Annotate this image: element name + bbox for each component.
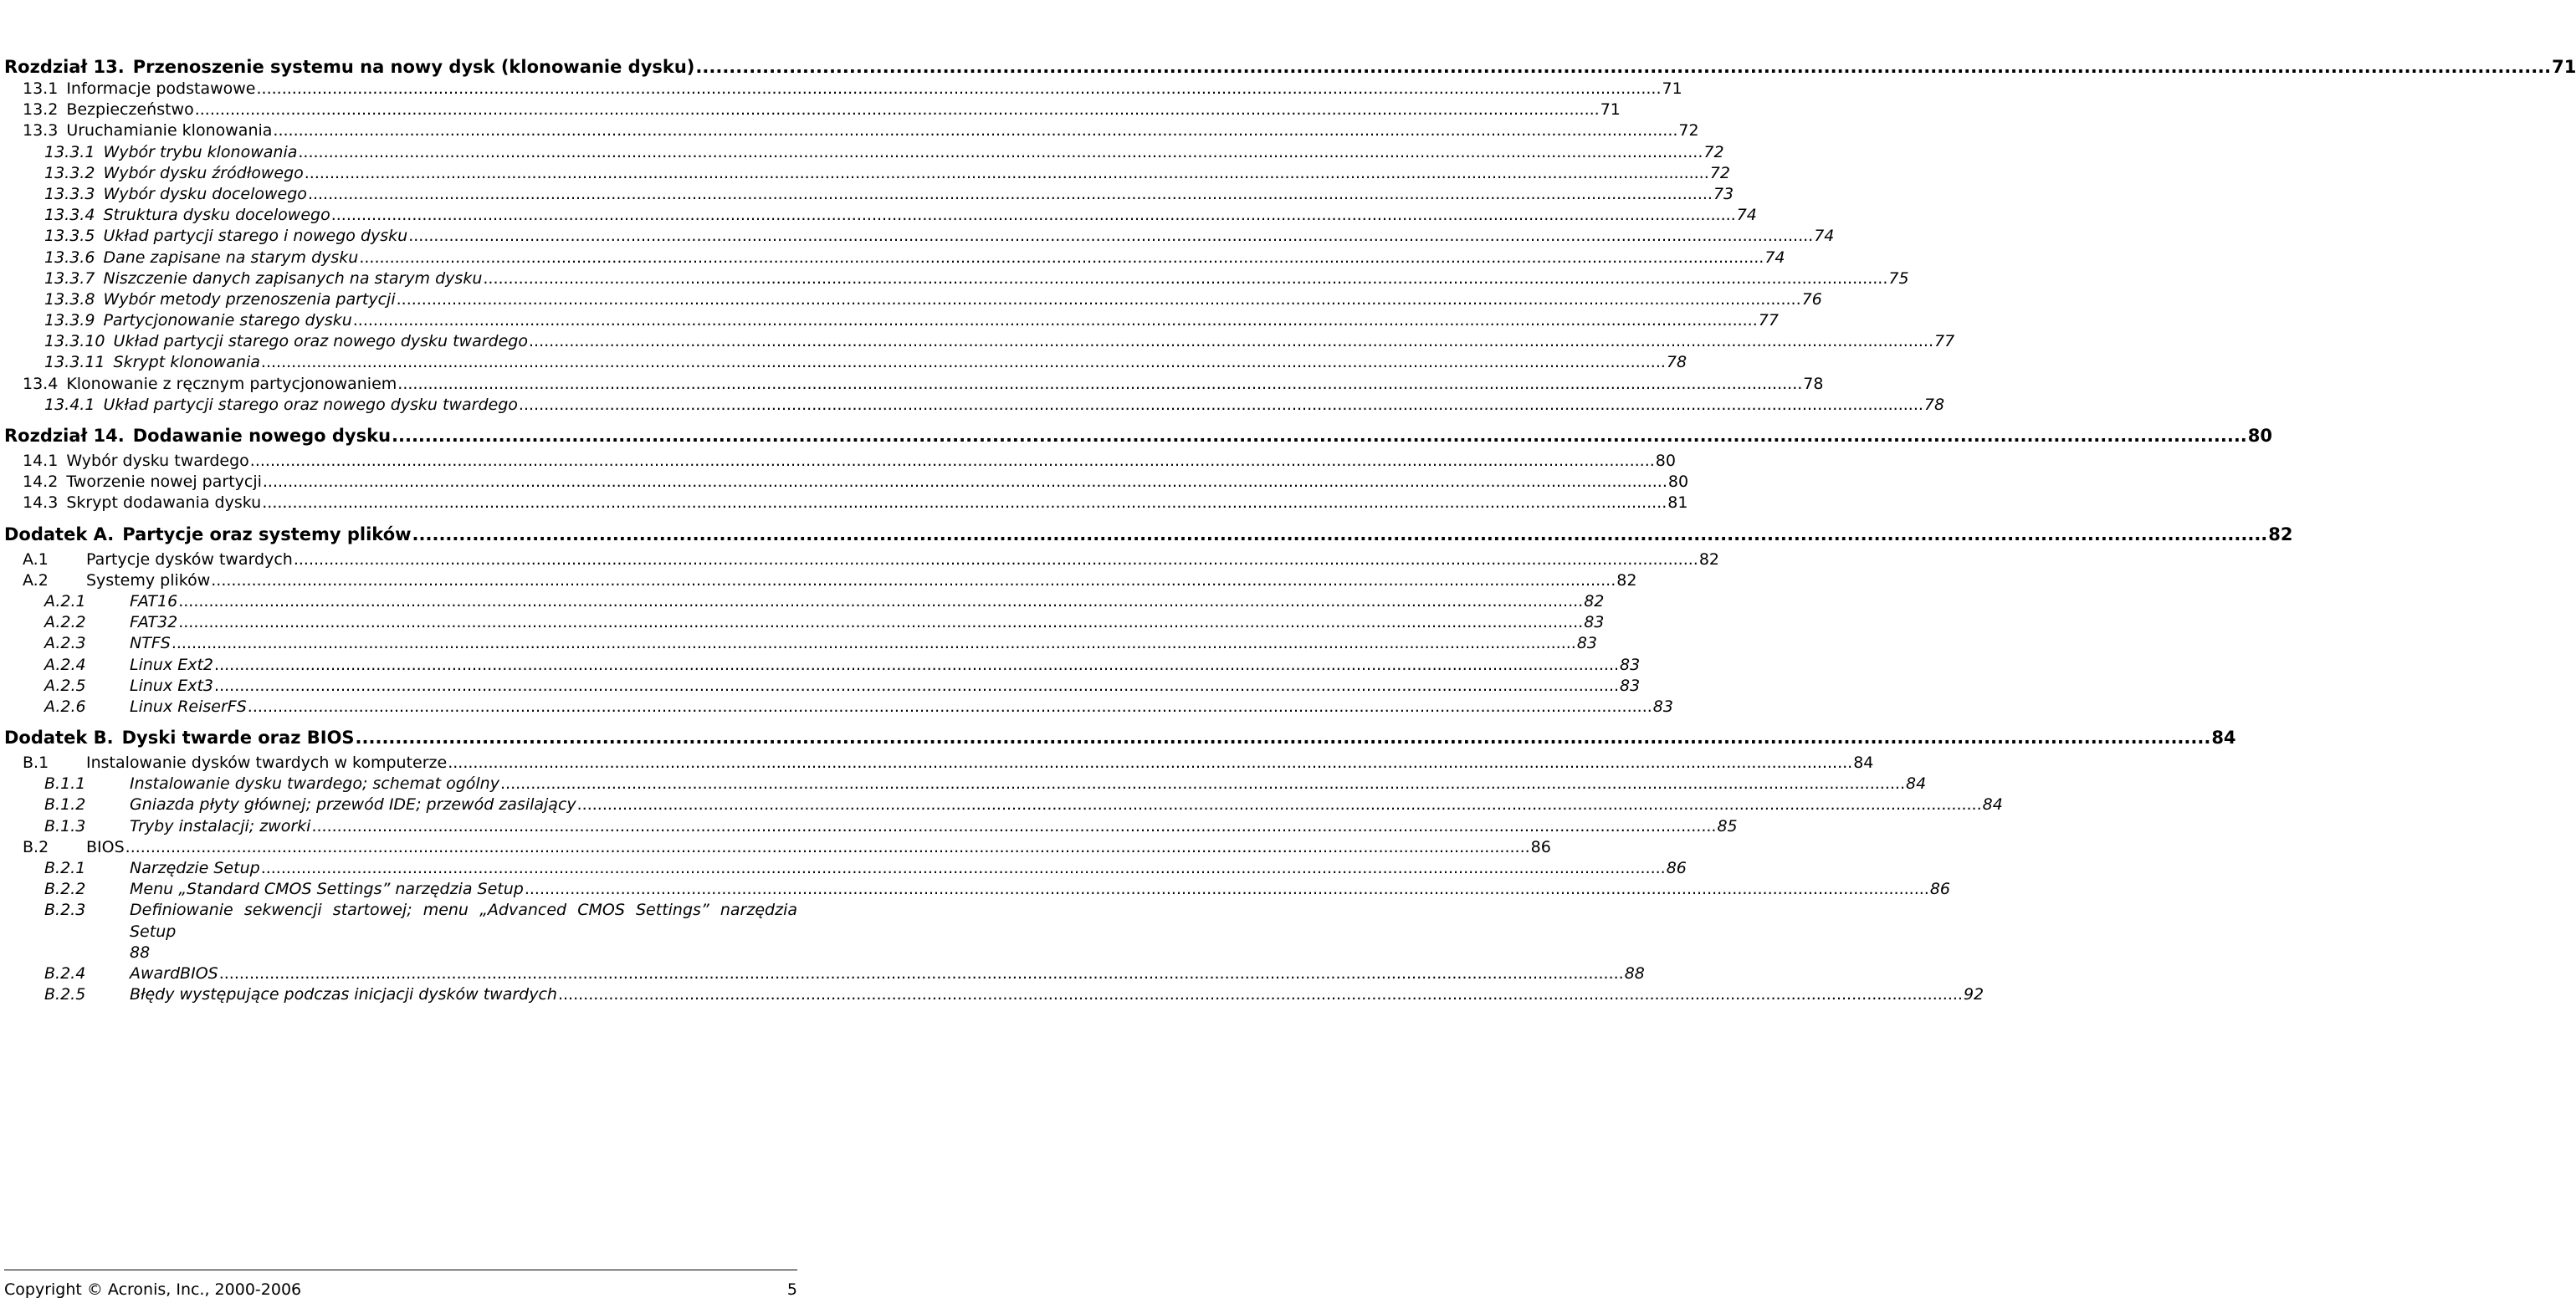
toc-entry-number: 13.3.5 <box>44 227 95 246</box>
dot-leader <box>356 726 2211 749</box>
toc-entry[interactable] <box>4 100 1621 120</box>
toc-entry[interactable] <box>4 120 1699 141</box>
toc-entry-title: Linux ReiserFS <box>130 697 247 716</box>
toc-entry-page: 83 <box>1620 676 1641 695</box>
toc-entry-page: 80 <box>1655 452 1676 470</box>
toc-entry-number: 14.3 <box>23 493 59 513</box>
toc-entry-page: 71 <box>2552 57 2576 77</box>
toc-entry[interactable] <box>4 451 1676 472</box>
toc-entry-title: FAT16 <box>130 591 178 611</box>
toc-entry[interactable] <box>4 879 1951 900</box>
toc-chapter[interactable] <box>4 424 2273 447</box>
toc-entry[interactable] <box>4 655 1641 676</box>
toc-entry-title: Dane zapisane na starym dysku <box>103 248 359 267</box>
toc-entry-number: Rozdział 14. <box>4 426 125 446</box>
toc-entry-page: 82 <box>1584 591 1605 611</box>
dot-leader <box>331 205 1736 226</box>
toc-entry-number: 14.1 <box>23 452 59 470</box>
toc-entry-number: 13.2 <box>23 100 59 120</box>
copyright-notice: Copyright © Acronis, Inc., 2000-2006 <box>4 1280 302 1299</box>
dot-leader <box>219 963 1624 984</box>
toc-entry-title: Linux Ext3 <box>130 676 214 695</box>
dot-leader <box>211 570 1616 591</box>
toc-entry-title: Struktura dysku docelowego <box>103 206 330 225</box>
toc-entry-page: 78 <box>1803 374 1824 393</box>
toc-entry-page: 71 <box>1600 100 1621 120</box>
dot-leader <box>397 289 1801 310</box>
toc-entry-page: 83 <box>1576 634 1597 653</box>
toc-entry-title: Wybór trybu klonowania <box>103 142 298 161</box>
dot-leader <box>529 331 1933 352</box>
toc-entry-page: 80 <box>1667 473 1689 492</box>
toc-entry-title: Wybór metody przenoszenia partycji <box>103 289 396 309</box>
dot-leader <box>248 697 1652 718</box>
toc-entry-page: 84 <box>2211 728 2236 749</box>
toc-entry-page: 86 <box>1666 859 1687 877</box>
toc-entry-page: 75 <box>1888 268 1909 288</box>
toc-entry-number: 13.3.10 <box>44 332 105 351</box>
toc-entry[interactable] <box>4 984 1984 1005</box>
toc-entry-title: Gniazda płyty głównej; przewód IDE; przewód zasilający <box>130 795 576 815</box>
toc-entry-page: 76 <box>1801 289 1822 309</box>
toc-entry[interactable] <box>4 697 1673 718</box>
toc-entry[interactable] <box>4 591 1605 612</box>
toc-entry[interactable] <box>4 248 1785 268</box>
dot-leader <box>311 816 1716 837</box>
toc-entry-number: 13.3.6 <box>44 248 95 267</box>
dot-leader <box>412 523 2268 546</box>
toc-entry[interactable] <box>4 310 1779 331</box>
toc-entry[interactable] <box>4 774 1927 795</box>
toc-entry-number: B.1.1 <box>44 774 86 794</box>
toc-entry-number: A.2.1 <box>44 591 86 611</box>
toc-entry-title: Wybór dysku docelowego <box>103 184 307 203</box>
toc-entry[interactable] <box>4 837 1551 858</box>
dot-leader <box>408 226 1813 247</box>
toc-entry[interactable] <box>4 184 1734 205</box>
toc-entry-title: Systemy plików <box>86 570 211 590</box>
toc-entry-number: B.2.5 <box>44 985 86 1004</box>
toc-entry[interactable] <box>4 268 1909 289</box>
table-of-contents <box>4 55 2576 1005</box>
toc-entry-page: 92 <box>1963 985 1984 1004</box>
toc-entry-title: Skrypt klonowania <box>113 353 260 372</box>
dot-leader <box>262 493 1667 514</box>
toc-entry-title: Układ partycji starego oraz nowego dysku twardego <box>103 395 518 414</box>
toc-entry-page: 83 <box>1620 655 1641 674</box>
toc-entry-page: 73 <box>1713 184 1734 203</box>
dot-leader <box>392 424 2247 447</box>
toc-entry-number: A.2.5 <box>44 676 86 695</box>
toc-entry-title: Układ partycji starego i nowego dysku <box>103 227 408 246</box>
dot-leader <box>519 395 1923 416</box>
toc-entry-title: Partycje oraz systemy plików <box>122 524 412 544</box>
toc-entry-page: 88 <box>1624 963 1645 983</box>
toc-entry-title: Tworzenie nowej partycji <box>66 473 262 492</box>
toc-entry-page: 78 <box>1666 353 1687 372</box>
toc-entry[interactable] <box>4 163 1730 184</box>
toc-entry[interactable] <box>4 963 1645 984</box>
toc-entry-number: 13.4.1 <box>44 395 95 414</box>
dot-leader <box>298 142 1703 163</box>
dot-leader <box>558 984 1963 1005</box>
toc-entry-page: 77 <box>1934 332 1955 351</box>
dot-leader <box>178 612 1583 633</box>
toc-entry-number: 13.3.4 <box>44 206 95 225</box>
toc-entry[interactable] <box>4 633 1597 654</box>
toc-entry-number: 13.3.8 <box>44 289 95 309</box>
toc-entry-title: Dyski twarde oraz BIOS <box>121 728 355 749</box>
toc-entry-page: 86 <box>1929 880 1951 899</box>
toc-entry[interactable] <box>4 395 1945 416</box>
toc-entry[interactable] <box>4 79 1682 100</box>
toc-entry-number: Rozdział 13. <box>4 57 125 77</box>
toc-entry-number: B.1 <box>23 754 49 773</box>
toc-entry-number: 13.3.7 <box>44 268 95 288</box>
toc-entry-title: AwardBIOS <box>130 963 218 983</box>
toc-entry-number: Dodatek A. <box>4 524 115 544</box>
toc-entry-title: Niszczenie danych zapisanych na starym dysku <box>103 268 483 288</box>
toc-entry-page: 77 <box>1758 311 1779 330</box>
toc-entry-page: 83 <box>1652 697 1673 716</box>
dot-leader <box>397 374 1802 395</box>
toc-entry-title: Dodawanie nowego dysku <box>132 426 392 446</box>
toc-entry[interactable] <box>4 493 1688 514</box>
toc-entry-number: B.2.1 <box>44 859 86 877</box>
toc-entry-page: 80 <box>2247 426 2273 446</box>
toc-entry-title: Przenoszenie systemu na nowy dysk (klonowanie dysku) <box>132 57 695 77</box>
toc-entry-page: 86 <box>1530 837 1551 856</box>
toc-entry[interactable] <box>4 753 1874 774</box>
toc-entry-title: Bezpieczeństwo <box>66 100 194 120</box>
toc-entry-page: 82 <box>1616 570 1637 590</box>
toc-entry[interactable] <box>4 142 1724 163</box>
toc-entry-title: Uruchamianie klonowania <box>66 121 273 141</box>
toc-entry[interactable] <box>4 352 1687 373</box>
toc-entry[interactable] <box>4 676 1641 697</box>
toc-entry-number: 13.3.2 <box>44 163 95 182</box>
toc-entry-title: Menu „Standard CMOS Settings” narzędzia Setup <box>130 880 524 899</box>
toc-entry-page: 78 <box>1923 395 1945 414</box>
toc-entry[interactable] <box>4 289 1822 310</box>
toc-chapter[interactable] <box>4 726 2236 749</box>
toc-entry-page: 74 <box>1764 248 1785 267</box>
toc-entry[interactable] <box>4 205 1757 226</box>
toc-entry-number: B.2.3 <box>44 901 86 920</box>
toc-entry[interactable] <box>4 570 1637 591</box>
dot-leader <box>250 451 1655 472</box>
toc-entry-number: B.2.4 <box>44 963 86 983</box>
dot-leader <box>525 879 1929 900</box>
dot-leader <box>214 676 1619 697</box>
dot-leader <box>273 120 1677 141</box>
toc-entry-title: Błędy występujące podczas inicjacji dysków twardych <box>130 985 557 1004</box>
toc-entry-number: 13.1 <box>23 79 59 98</box>
toc-entry-title: Skrypt dodawania dysku <box>66 493 262 513</box>
toc-entry-title: Partycje dysków twardych <box>86 549 293 569</box>
dot-leader <box>695 55 2551 79</box>
dot-leader <box>257 79 1662 100</box>
toc-entry[interactable] <box>4 858 1687 879</box>
toc-entry[interactable] <box>4 374 1824 395</box>
dot-leader <box>172 633 1576 654</box>
toc-entry-number: B.2.2 <box>44 880 86 899</box>
toc-entry-page: 81 <box>1667 493 1688 513</box>
dot-leader <box>261 858 1666 879</box>
toc-entry-number: B.1.2 <box>44 795 86 815</box>
toc-entry[interactable] <box>4 331 1955 352</box>
dot-leader <box>483 268 1887 289</box>
toc-entry-page: 72 <box>1703 142 1724 161</box>
toc-entry-page: 72 <box>1678 121 1699 141</box>
toc-entry-number: 13.3.11 <box>44 353 105 372</box>
toc-entry-number: A.2.2 <box>44 613 86 632</box>
page-number: 5 <box>786 1280 797 1299</box>
toc-entry-number: 13.3 <box>23 121 59 141</box>
toc-entry-title: Instalowanie dysków twardych w komputerze <box>86 754 448 773</box>
toc-entry-page: 88 <box>130 943 151 962</box>
dot-leader <box>353 310 1758 331</box>
toc-entry-page: 82 <box>1698 549 1720 569</box>
dot-leader <box>294 549 1698 570</box>
dot-leader <box>359 248 1764 268</box>
dot-leader <box>448 753 1852 774</box>
toc-entry-title: Informacje podstawowe <box>66 79 256 98</box>
toc-entry-title: Tryby instalacji; zworki <box>130 816 311 835</box>
toc-entry-page: 82 <box>2268 524 2293 544</box>
toc-entry-number: B.2 <box>23 837 49 856</box>
toc-entry[interactable] <box>4 816 1738 837</box>
dot-leader <box>308 184 1713 205</box>
dot-leader <box>500 774 1905 795</box>
toc-entry-number: 13.3.1 <box>44 142 95 161</box>
dot-leader <box>125 837 1530 858</box>
toc-entry-number: Dodatek B. <box>4 728 114 749</box>
dot-leader <box>261 352 1666 373</box>
toc-entry-title: Układ partycji starego oraz nowego dysku twardego <box>113 332 528 351</box>
dot-leader <box>263 472 1667 493</box>
dot-leader <box>195 100 1600 120</box>
toc-entry[interactable] <box>4 549 1720 570</box>
toc-entry-page: 83 <box>1584 613 1605 632</box>
toc-entry-number: A.2.4 <box>44 655 86 674</box>
toc-entry-page: 74 <box>1814 227 1835 246</box>
toc-entry-page: 74 <box>1736 206 1757 225</box>
toc-entry-page: 72 <box>1709 163 1730 182</box>
toc-entry-title: Narzędzie Setup <box>130 859 260 877</box>
toc-entry-number: B.1.3 <box>44 816 86 835</box>
toc-entry-title: Wybór dysku źródłowego <box>103 163 304 182</box>
toc-entry[interactable] <box>4 795 2003 815</box>
toc-entry-title: Wybór dysku twardego <box>66 452 249 470</box>
dot-leader <box>178 591 1583 612</box>
toc-entry-title: NTFS <box>130 634 171 653</box>
toc-entry[interactable] <box>4 612 1605 633</box>
toc-entry-number: A.1 <box>23 549 49 569</box>
toc-entry-number: 13.3.3 <box>44 184 95 203</box>
toc-entry-title: Definiowanie sekwencji startowej; menu „Advanced CMOS Settings” narzędzia Setup <box>130 901 797 941</box>
page-footer <box>4 1270 797 1299</box>
toc-entry-page: 84 <box>1853 754 1874 773</box>
toc-entry-page: 85 <box>1717 816 1738 835</box>
toc-entry-title: Linux Ext2 <box>130 655 214 674</box>
toc-entry[interactable] <box>4 226 1835 247</box>
toc-chapter[interactable] <box>4 55 2576 79</box>
dot-leader <box>305 163 1709 184</box>
toc-entry-title: Instalowanie dysku twardego; schemat ogólny <box>130 774 499 794</box>
toc-entry[interactable] <box>4 472 1689 493</box>
toc-entry-title: Klonowanie z ręcznym partycjonowaniem <box>66 374 397 393</box>
dot-leader <box>577 795 1982 815</box>
toc-entry-number: 14.2 <box>23 473 59 492</box>
toc-entry-title: BIOS <box>86 837 125 856</box>
toc-entry[interactable] <box>4 900 797 963</box>
toc-entry-page: 84 <box>1982 795 2003 815</box>
toc-entry-title: Partycjonowanie starego dysku <box>103 311 352 330</box>
toc-entry-number: A.2.3 <box>44 634 86 653</box>
dot-leader <box>214 655 1619 676</box>
toc-chapter[interactable] <box>4 523 2293 546</box>
toc-entry-number: A.2 <box>23 570 49 590</box>
toc-entry-title: FAT32 <box>130 613 178 632</box>
toc-entry-number: 13.4 <box>23 374 59 393</box>
toc-entry-page: 84 <box>1905 774 1927 794</box>
toc-entry-number: A.2.6 <box>44 697 86 716</box>
toc-entry-page: 71 <box>1662 79 1682 98</box>
toc-entry-number: 13.3.9 <box>44 311 95 330</box>
